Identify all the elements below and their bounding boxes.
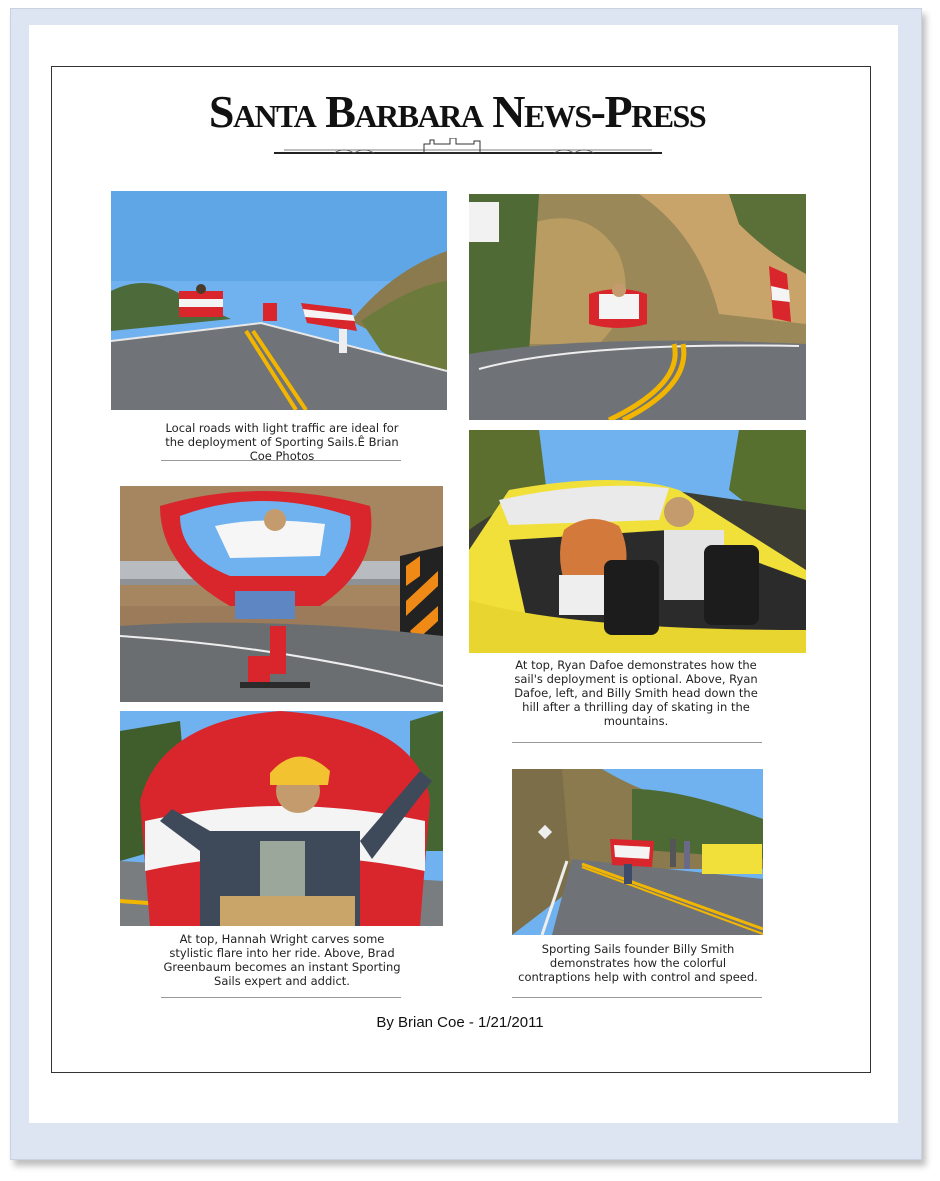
masthead: [196, 86, 718, 138]
caption-billy-downhill: Sporting Sails founder Billy Smith demonstrates how the colorful contraptions help with control and speed.: [518, 942, 758, 984]
byline: By Brian Coe - 1/21/2011: [376, 1014, 544, 1031]
caption-rule: [512, 997, 762, 998]
caption-rule: [161, 997, 401, 998]
photo-billy-downhill: [512, 769, 763, 935]
caption-rule: [161, 460, 401, 461]
photo-car-ride: [469, 430, 806, 653]
caption-rule: [512, 742, 762, 743]
masthead-skyline-ornament: [274, 138, 662, 160]
photo-hannah-sail: [120, 486, 443, 702]
caption-brad-helmet: At top, Hannah Wright carves some stylistic flare into her ride. Above, Brad Greenbaum becomes an instant Sporting Sails expert and addict.: [163, 932, 401, 988]
masthead-title: Santa Barbara News-Press: [208, 86, 706, 137]
photo-curve-skater: [469, 194, 806, 420]
caption-road-group: Local roads with light traffic are ideal for the deployment of Sporting Sails.Ê Brian Coe Photos: [165, 421, 399, 463]
photo-brad-helmet: [120, 711, 443, 926]
photo-road-group: [111, 191, 447, 410]
caption-car-ride: At top, Ryan Dafoe demonstrates how the sail's deployment is optional. Above, Ryan Dafoe, left, and Billy Smith head down the hill after a thrilling day of skating in the mountains.: [514, 658, 758, 728]
